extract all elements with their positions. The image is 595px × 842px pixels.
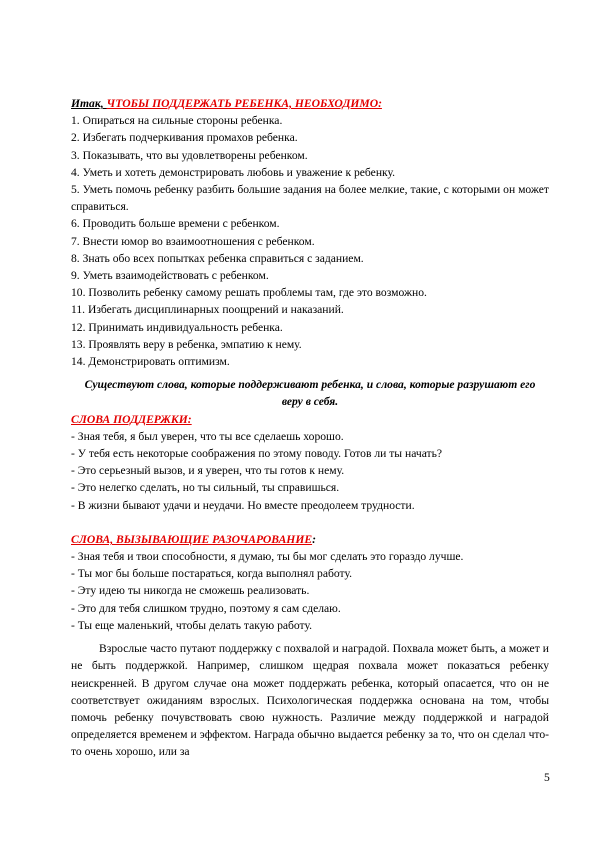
list-item: 9. Уметь взаимодействовать с ребенком. bbox=[71, 269, 269, 283]
list-item: - У тебя есть некоторые соображения по этому поводу. Готов ли ты начать? bbox=[71, 447, 443, 461]
support-words-heading-line bbox=[71, 411, 549, 428]
list-item: 4. Уметь и хотеть демонстрировать любовь и уважение к ребенку. bbox=[71, 165, 396, 179]
list-item: - В жизни бывают удачи и неудачи. Но вместе преодолеем трудности. bbox=[71, 498, 415, 512]
list-item: 5. Уметь помочь ребенку разбить большие задания на более мелкие, такие, с которыми он может справиться. bbox=[71, 183, 549, 214]
list-item: - Зная тебя, я был уверен, что ты все сделаешь хорошо. bbox=[71, 429, 344, 443]
list-item: 8. Знать обо всех попытках ребенка справиться с заданием. bbox=[71, 251, 364, 265]
list-item: 13. Проявлять веру в ребенка, эмпатию к нему. bbox=[71, 337, 302, 351]
intro-lead: Итак, bbox=[71, 97, 107, 110]
support-words-list bbox=[71, 428, 549, 514]
list-item: - Зная тебя и твои способности, я думаю, ты бы мог сделать это гораздо лучше. bbox=[71, 550, 464, 564]
words-intro: Существуют слова, которые поддерживают ребенка, и слова, которые разрушают его веру в себя. bbox=[84, 378, 536, 409]
disappoint-words-colon: : bbox=[312, 532, 316, 546]
support-words-heading: СЛОВА ПОДДЕРЖКИ: bbox=[71, 412, 192, 426]
closing-paragraph-text: Взрослые часто путают поддержку с похвалой и наградой. Похвала может быть, а может и не быть поддержкой. Например, слишком щедрая похвала может показаться ребенку неискренней. В другом случае она может поддержать ребенка, который опасается, что он не соответствует ожиданиям взрослых. Психологическая поддержка основана на том, чтобы помочь ребенку почувствовать свою нужность. Различие между поддержкой и наградой определяется временем и эффектом. Награда обычно выдается ребенку за то, что он сделал что-то очень хорошо, или за bbox=[71, 642, 549, 759]
support-list bbox=[71, 112, 549, 370]
page-number: 5 bbox=[544, 771, 550, 784]
list-item: 1. Опираться на сильные стороны ребенка. bbox=[71, 114, 283, 128]
list-item: - Ты мог бы больше постараться, когда выполнял работу. bbox=[71, 567, 352, 581]
list-item: 14. Демонстрировать оптимизм. bbox=[71, 355, 230, 369]
list-item: 2. Избегать подчеркивания промахов ребенка. bbox=[71, 131, 298, 145]
list-item: 7. Внести юмор во взаимоотношения с ребенком. bbox=[71, 234, 315, 248]
list-item: - Это для тебя слишком трудно, поэтому я сам сделаю. bbox=[71, 601, 341, 615]
list-item: - Эту идею ты никогда не сможешь реализовать. bbox=[71, 584, 310, 598]
document-page bbox=[71, 95, 549, 761]
disappoint-words-list bbox=[71, 548, 549, 634]
list-item: 11. Избегать дисциплинарных поощрений и наказаний. bbox=[71, 303, 344, 317]
list-item: - Ты еще маленький, чтобы делать такую работу. bbox=[71, 618, 313, 632]
list-item: 10. Позволить ребенку самому решать проблемы там, где это возможно. bbox=[71, 286, 427, 300]
disappoint-words-heading: СЛОВА, ВЫЗЫВАЮЩИЕ РАЗОЧАРОВАНИЕ bbox=[71, 532, 313, 546]
closing-paragraph bbox=[71, 640, 549, 760]
intro-heading: ЧТОБЫ ПОДДЕРЖАТЬ РЕБЕНКА, НЕОБХОДИМО: bbox=[106, 97, 382, 110]
list-item: - Это нелегко сделать, но ты сильный, ты справишься. bbox=[71, 481, 340, 495]
intro-heading-line bbox=[71, 95, 549, 112]
disappoint-words-heading-line bbox=[71, 531, 549, 548]
list-item: 3. Показывать, что вы удовлетворены ребенком. bbox=[71, 148, 308, 162]
list-item: 12. Принимать индивидуальность ребенка. bbox=[71, 320, 283, 334]
list-item: - Это серьезный вызов, и я уверен, что ты готов к нему. bbox=[71, 464, 345, 478]
list-item: 6. Проводить больше времени с ребенком. bbox=[71, 217, 280, 231]
